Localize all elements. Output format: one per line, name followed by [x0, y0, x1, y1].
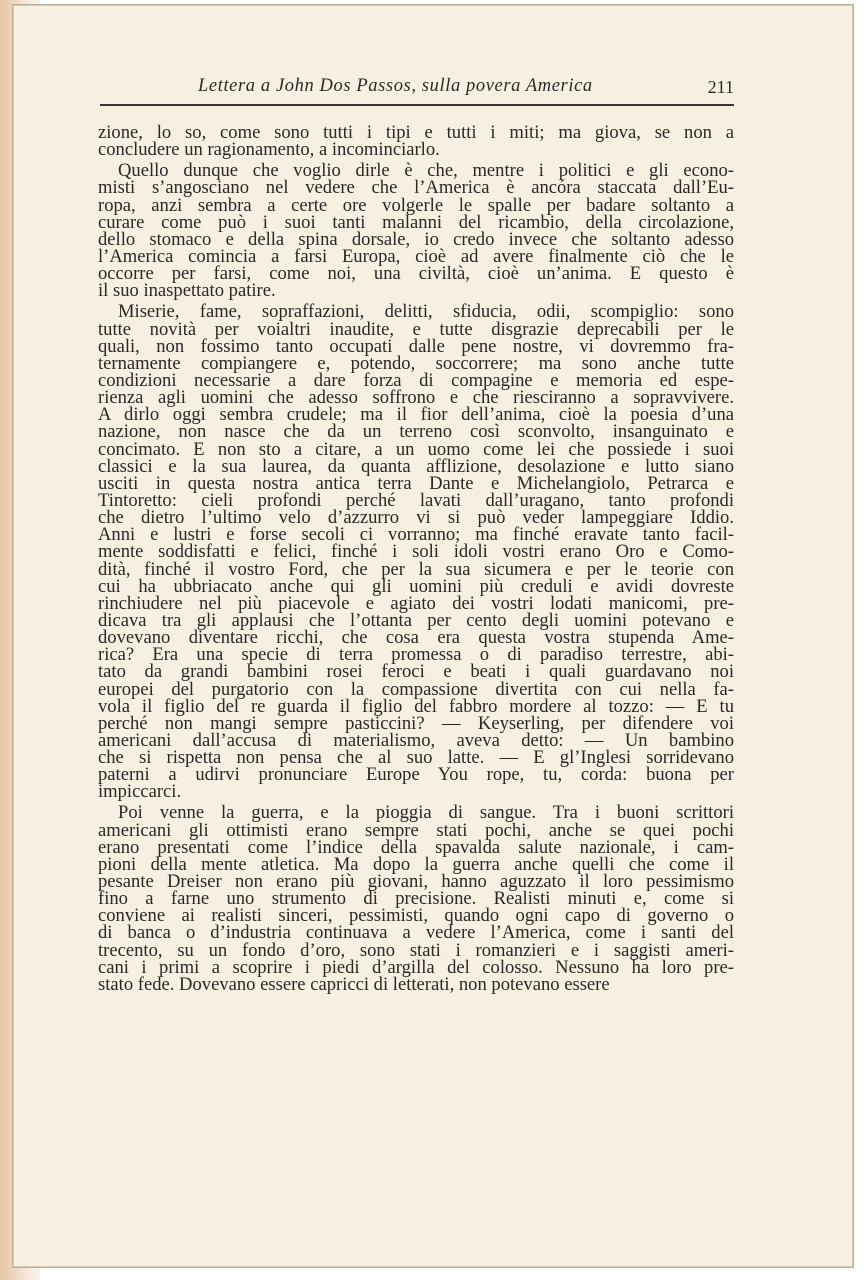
text-line: quali, non fossimo tanto occupati dalle pene nostre, vi dovremmo fra-: [98, 335, 734, 357]
text-line: Poi venne la guerra, e la pioggia di sangue. Tra i buoni scrittori: [118, 802, 734, 824]
text-line: cui ha ubbriacato anche qui gli uomini più creduli e avidi dovreste: [98, 575, 734, 597]
text-line: zione, lo so, come sono tutti i tipi e tutti i miti; ma giova, se non a: [98, 122, 734, 143]
text-line: curare come può i suoi tanti malanni del ricambio, della circolazione,: [98, 211, 734, 233]
text-line: Quello dunque che voglio dirle è che, mentre i politici e gli econo-: [118, 160, 734, 182]
text-line: trecento, su un fondo d’oro, sono stati i romanzieri e i saggisti ameri-: [98, 939, 734, 961]
text-line: di banca o d’industria continuava a vedere l’America, come i santi del: [98, 922, 734, 944]
page-header: [100, 74, 734, 106]
text-line: occorre per farsi, come noi, una civiltà, cioè un’anima. E questo è: [98, 263, 734, 285]
text-line: A dirlo oggi sembra crudele; ma il fior dell’anima, cioè la poesia d’una: [98, 404, 734, 426]
text-line: ternamente compiangere e, potendo, soccorrere; ma sono anche tutte: [98, 352, 734, 374]
text-line: concimato. E non sto a citare, a un uomo come lei che possiede i suoi: [98, 438, 734, 460]
text-line: stato fede. Dovevano essere capricci di letterati, non potevano essere: [98, 973, 610, 995]
text-line: tutte novità per voialtri inaudite, e tutte disgrazie deprecabili per le: [98, 318, 734, 340]
text-line: dità, finché il vostro Ford, che per la sua sicumera e per le teorie con: [98, 558, 734, 580]
paragraph: [98, 301, 734, 803]
text-line: misti s’angosciano nel vedere che l’America è ancóra staccata dall’Eu-: [98, 177, 734, 199]
text-line: dovevano diventare ricchi, che cosa era questa vostra stupenda Ame-: [98, 627, 734, 649]
text-line: pioni della mente atletica. Ma dopo la guerra anche quelli che come il: [98, 853, 734, 875]
text-line: Tintoretto: cieli profondi perché lavati dall’uragano, tanto profondi: [98, 489, 734, 511]
text-line: classici e la sua laurea, da quanta afflizione, desolazione e lutto siano: [98, 455, 734, 477]
text-line: Miserie, fame, sopraffazioni, delitti, sfiducia, odii, scompiglio: sono: [118, 301, 734, 323]
text-line: che si rispetta non pensa che al suo latte. — E gl’Inglesi sorridevano: [98, 747, 734, 769]
text-line: dello stomaco e della spina dorsale, io credo invece che soltanto adesso: [98, 228, 734, 250]
text-line: ropa, anzi sembra a certe ore volgerle le spalle per badare soltanto a: [98, 194, 734, 216]
text-line: fino a farne uno strumento di precisione. Realisti minuti e, come si: [98, 888, 734, 910]
text-line: Anni e lustri e forse secoli ci vorranno; ma finché eravate tanto facil-: [98, 524, 734, 546]
text-line: l’America comincia a farsi Europa, cioè ad avere finalmente ciò che le: [98, 245, 734, 267]
text-line: tato da grandi bambini rosei feroci e beati i quali guardavano noi: [98, 661, 734, 683]
paragraph: [98, 160, 734, 302]
text-line: americani gli ottimisti erano sempre stati pochi, anche se quei pochi: [98, 819, 734, 841]
page-number: 211: [707, 77, 734, 97]
text-line: europei del purgatorio con la compassione divertita con cui nella fa-: [98, 678, 734, 700]
text-line: mente soddisfatti e felici, finché i soli idoli vostri erano Oro e Como-: [98, 541, 734, 563]
text-line: rinchiudere nel più piacevole e agiato dei vostri lodati manicomi, pre-: [98, 592, 734, 614]
text-line: conviene ai realisti sinceri, pessimisti, quando ogni capo di governo o: [98, 905, 734, 927]
text-line: perché non mangi sempre pasticcini? — Keyserling, per difendere voi: [98, 712, 734, 734]
text-line: paterni a udirvi pronunciare Europe You rope, tu, corda: buona per: [98, 764, 734, 786]
text-line: pesante Dreiser non erano più giovani, hanno aguzzato il loro pessimismo: [98, 871, 734, 893]
text-line: dicava tra gli applausi che l’ottanta per cento degli uomini potevano e: [98, 609, 734, 631]
text-line: concludere un ragionamento, a incominciarlo.: [98, 139, 440, 161]
text-line: usciti in questa nostra antica terra Dante e Michelangiolo, Petrarca e: [98, 472, 734, 494]
text-line: condizioni necessarie a dare forza di compagine e memoria ed espe-: [98, 369, 734, 391]
text-line: erano presentati come l’indice della spavalda salute nazionale, i cam-: [98, 836, 734, 858]
text-line: rienza agli uomini che adesso soffrono e che riesciranno a sopravvivere.: [98, 387, 734, 409]
paragraph: [98, 804, 734, 993]
text-line: vola il figlio del re guarda il figlio del fabbro mordere al tozzo: — E tu: [98, 695, 734, 717]
running-title: Lettera a John Dos Passos, sulla povera America: [198, 76, 593, 96]
text-line: rica? Era una specie di terra promessa o di paradiso terrestre, abi-: [98, 644, 734, 666]
text-line: il suo inaspettato patire.: [98, 280, 276, 302]
body-text: [98, 124, 734, 993]
text-line: che dietro l’ultimo velo d’azzurro vi si può veder lampeggiare Iddio.: [98, 507, 734, 529]
text-line: nazione, non nasce che da un terreno così sconvolto, insanguinato e: [98, 421, 734, 443]
text-line: cani i primi a scoprire i piedi d’argilla del colosso. Nessuno ha loro pre-: [98, 956, 734, 978]
text-line: impiccarci.: [98, 781, 182, 803]
text-line: americani dall’accusa di materialismo, aveva detto: — Un bambino: [98, 729, 734, 751]
paragraph: [98, 122, 734, 161]
